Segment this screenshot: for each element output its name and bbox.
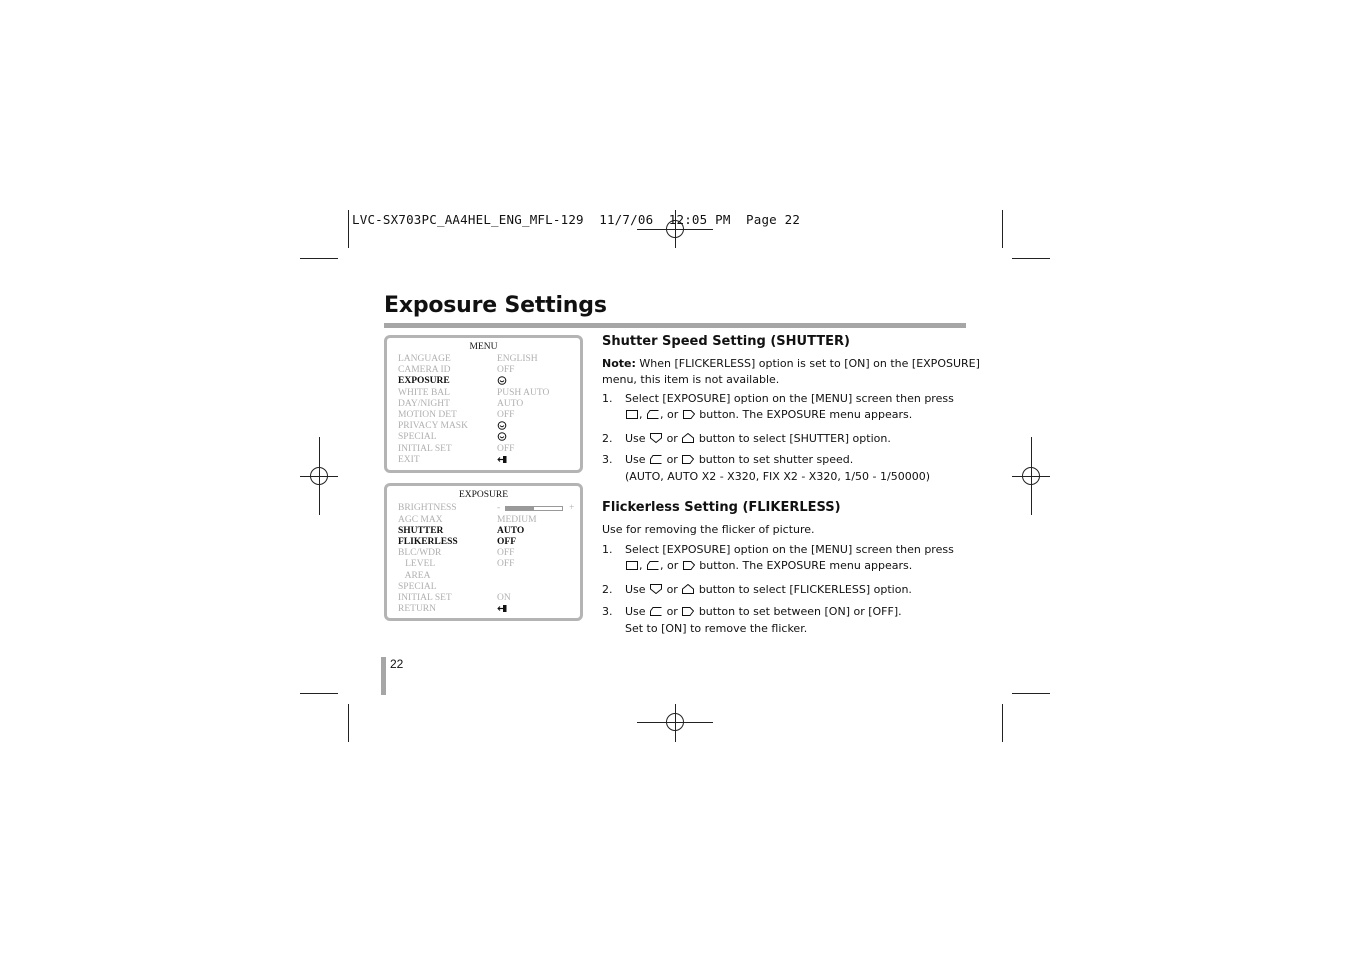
- osd-row: [398, 421, 572, 432]
- brightness-slider: [497, 503, 577, 514]
- osd-value: OFF: [497, 410, 515, 420]
- step-number: 2.: [602, 432, 613, 445]
- osd-label: EXIT: [398, 454, 420, 465]
- note-label: Note:: [602, 357, 636, 370]
- osd-value: OFF: [497, 365, 515, 376]
- osd-value: PUSH AUTO: [497, 387, 550, 398]
- comma: ,: [639, 558, 643, 572]
- brightness-track: [505, 506, 563, 511]
- right-button-icon: [682, 453, 694, 469]
- left-button-icon: [647, 559, 659, 575]
- exposure-osd-panel: [384, 483, 583, 621]
- registration-mark: [1022, 467, 1040, 485]
- osd-row-brightness: [398, 503, 575, 514]
- osd-value: OFF: [497, 536, 516, 547]
- step-text: button. The EXPOSURE menu appears.: [699, 558, 913, 572]
- brightness-fill: [506, 507, 534, 510]
- page-number: 22: [390, 657, 404, 671]
- osd-row: [398, 582, 572, 593]
- osd-value: ON: [497, 592, 511, 603]
- plus-sign: +: [569, 503, 575, 513]
- osd-label: RETURN: [398, 604, 436, 615]
- step-number: 3.: [602, 605, 613, 618]
- crop-mark: [300, 258, 338, 259]
- right-button-icon: [683, 559, 695, 575]
- osd-value: AUTO: [497, 525, 525, 536]
- menu-osd-panel: [384, 335, 583, 473]
- flickerless-heading: Flickerless Setting (FLIKERLESS): [602, 500, 841, 515]
- or-text: , or: [660, 558, 679, 572]
- flickerless-step-3: [625, 604, 902, 636]
- flickerless-step-2: [625, 582, 912, 599]
- step-text: Select [EXPOSURE] option on the [MENU] screen then press: [625, 543, 954, 556]
- osd-label: DAY/NIGHT: [398, 398, 450, 409]
- right-button-icon: [682, 605, 694, 621]
- use-text: Use: [625, 583, 646, 596]
- osd-label: INITIAL SET: [398, 592, 452, 603]
- osd-label: BRIGHTNESS: [398, 503, 457, 513]
- page-number-bar: [381, 657, 386, 695]
- note-text-2: menu, this item is not available.: [602, 372, 780, 386]
- left-button-icon: [650, 605, 662, 621]
- shutter-step-1: [625, 391, 954, 423]
- or-text: or: [666, 583, 678, 596]
- osd-value: ENGLISH: [497, 354, 538, 364]
- use-text: Use: [625, 453, 646, 466]
- left-button-icon: [650, 453, 662, 469]
- osd-label: WHITE BAL: [398, 387, 450, 398]
- registration-mark: [666, 713, 684, 731]
- osd-label: LANGUAGE: [398, 354, 451, 364]
- step-text: Select [EXPOSURE] option on the [MENU] screen then press: [625, 392, 954, 405]
- step-text: Set to [ON] to remove the flicker.: [625, 621, 808, 635]
- osd-row: [398, 399, 572, 410]
- osd-label: PRIVACY MASK: [398, 421, 468, 432]
- left-button-icon: [647, 408, 659, 424]
- menu-osd-title: MENU: [469, 342, 498, 352]
- osd-row: [398, 593, 572, 604]
- crop-mark: [1012, 258, 1050, 259]
- exposure-osd-title: EXPOSURE: [458, 490, 509, 500]
- step-number: 3.: [602, 453, 613, 466]
- osd-row: [398, 410, 572, 421]
- osd-label: SPECIAL: [398, 581, 437, 592]
- osd-row: [398, 354, 572, 365]
- return-icon: [497, 455, 508, 468]
- crop-mark: [348, 704, 349, 742]
- osd-row: [398, 559, 572, 570]
- step-text: (AUTO, AUTO X2 - X320, FIX X2 - X320, 1/50 - 1/50000): [625, 469, 930, 483]
- osd-label: INITIAL SET: [398, 443, 452, 454]
- shutter-step-3: [625, 452, 930, 484]
- osd-value: MEDIUM: [497, 514, 537, 525]
- crop-mark: [1012, 693, 1050, 694]
- shutter-note: [602, 356, 980, 387]
- up-button-icon: [682, 583, 694, 599]
- or-text: or: [666, 605, 678, 618]
- up-button-icon: [682, 432, 694, 448]
- osd-label: SHUTTER: [398, 525, 444, 536]
- down-button-icon: [650, 583, 662, 599]
- or-text: or: [666, 453, 678, 466]
- menu-button-icon: [626, 408, 638, 424]
- osd-label: MOTION DET: [398, 410, 457, 420]
- crop-mark: [348, 210, 349, 248]
- crop-mark: [1002, 210, 1003, 248]
- flickerless-step-1: [625, 542, 954, 574]
- osd-value: OFF: [497, 559, 515, 570]
- osd-label: CAMERA ID: [398, 365, 451, 376]
- osd-label: AGC MAX: [398, 514, 443, 525]
- step-number: 2.: [602, 583, 613, 596]
- osd-row: [398, 571, 572, 582]
- osd-row: [398, 526, 572, 537]
- step-text: button to select [FLICKERLESS] option.: [698, 583, 912, 596]
- osd-label: FLIKERLESS: [398, 536, 458, 547]
- step-number: 1.: [602, 392, 613, 405]
- shutter-heading: Shutter Speed Setting (SHUTTER): [602, 334, 850, 349]
- crop-mark: [1002, 704, 1003, 742]
- title-rule: [384, 323, 966, 328]
- crop-mark: [300, 693, 338, 694]
- osd-label: EXPOSURE: [398, 376, 450, 387]
- shutter-step-2: [625, 431, 891, 448]
- or-text: or: [666, 432, 678, 445]
- osd-label: BLC/WDR: [398, 548, 442, 559]
- step-text: button. The EXPOSURE menu appears.: [699, 407, 913, 421]
- page-title: Exposure Settings: [384, 293, 607, 318]
- flickerless-intro: Use for removing the flicker of picture.: [602, 523, 815, 536]
- osd-label: LEVEL: [398, 559, 436, 570]
- step-number: 1.: [602, 543, 613, 556]
- osd-row: [398, 455, 572, 466]
- use-text: Use: [625, 605, 646, 618]
- or-text: , or: [660, 407, 679, 421]
- osd-row: [398, 432, 572, 443]
- registration-mark: [310, 467, 328, 485]
- osd-row: [398, 444, 572, 455]
- osd-value: OFF: [497, 443, 515, 454]
- osd-row: [398, 548, 572, 559]
- use-text: Use: [625, 432, 646, 445]
- osd-row: [398, 515, 572, 526]
- osd-row: [398, 388, 572, 399]
- comma: ,: [639, 407, 643, 421]
- down-button-icon: [650, 432, 662, 448]
- menu-button-icon: [626, 559, 638, 575]
- osd-row: [398, 604, 572, 615]
- osd-value: OFF: [497, 548, 515, 559]
- note-text: When [FLICKERLESS] option is set to [ON] on the [EXPOSURE]: [635, 357, 980, 370]
- osd-label: SPECIAL: [398, 432, 437, 443]
- right-button-icon: [683, 408, 695, 424]
- osd-value: AUTO: [497, 398, 524, 409]
- osd-row: [398, 365, 572, 376]
- osd-row: [398, 376, 572, 387]
- printer-slug: LVC-SX703PC_AA4HEL_ENG_MFL-129 11/7/06 12:05 PM Page 22: [352, 212, 801, 227]
- osd-row: [398, 537, 572, 548]
- return-icon: [497, 604, 508, 617]
- step-text: button to select [SHUTTER] option.: [698, 432, 891, 445]
- osd-label: AREA: [398, 570, 431, 581]
- step-text: button to set shutter speed.: [698, 453, 854, 466]
- minus-sign: -: [497, 503, 501, 513]
- step-text: button to set between [ON] or [OFF].: [698, 605, 902, 618]
